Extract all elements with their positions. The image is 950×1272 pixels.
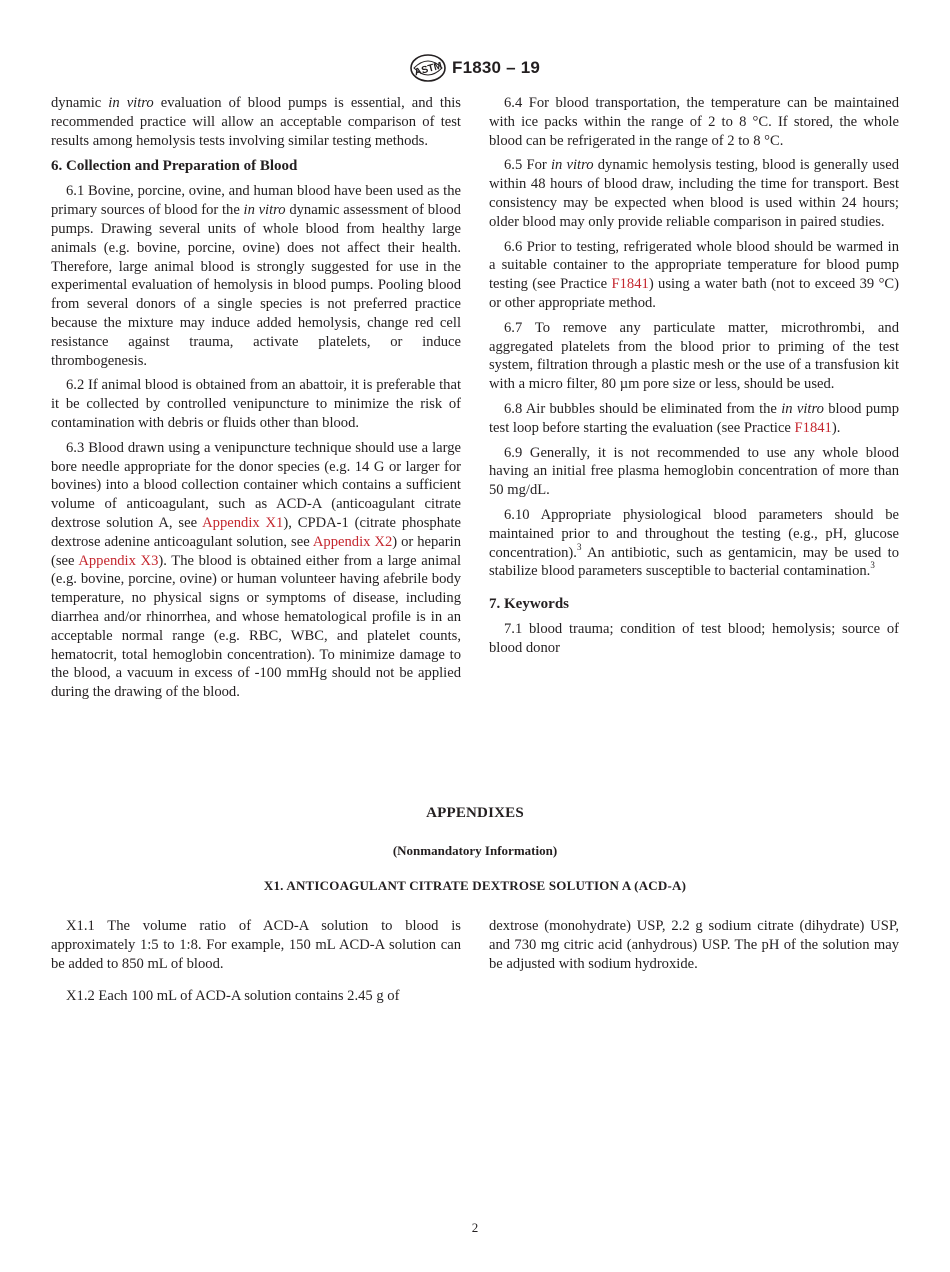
left-column <box>51 94 461 708</box>
paragraph-6-8: 6.8 Air bubbles should be eliminated from the in vitro blood pump test loop before starting the evaluation (see Practice F1841). <box>489 400 899 436</box>
footnote-ref: 3 <box>870 560 875 571</box>
practice-f1841-link-2[interactable]: F1841 <box>794 419 832 436</box>
section-6-heading: 6. Collection and Preparation of Blood <box>51 158 298 175</box>
astm-logo-icon <box>410 54 446 82</box>
page-header <box>0 53 950 83</box>
paragraph-6-5: 6.5 For in vitro dynamic hemolysis testing, blood is generally used within 48 hours of blood draw, including the time for transport. Best consistency may be expected when blood is used within 24 hours; older blood may only provide reliable comparison in paired studies. <box>489 157 900 230</box>
appendix-left-column <box>51 917 461 1020</box>
practice-f1841-link[interactable]: F1841 <box>611 276 649 293</box>
right-column <box>489 94 899 664</box>
paragraph-x1-1: X1.1 The volume ratio of ACD-A solution to blood is approximately 1:5 to 1:8. For example, 150 mL ACD-A solution can be added to 850 mL of blood. <box>51 918 461 972</box>
paragraph-6-1: 6.1 Bovine, porcine, ovine, and human blood have been used as the primary sources of blood for the in vitro dynamic assessment of blood pumps. Drawing several units of whole blood from healthy large animals (e.g. bovine, porcine, ovine) does not affect their health. Therefore, large animal blood is strongly suggested for use in the experimental evaluation of hemolysis in blood pumps. Pooling blood from several donors of a single species is not preferred practice because the mixture may induce added hemolysis, change red cell resistance against trauma, activate platelets, or induce thrombogenesis. <box>51 183 461 369</box>
paragraph-6-6: 6.6 Prior to testing, refrigerated whole blood should be warmed in a suitable container to the appropriate temperature for blood pump testing (see Practice F1841) using a water bath (not to exceed 39 °C) or other appropriate method. <box>489 238 900 311</box>
paragraph-7-1: 7.1 blood trauma; condition of test blood; hemolysis; source of blood donor <box>489 621 899 656</box>
paragraph-6-9: 6.9 Generally, it is not recommended to use any whole blood having an initial free plasma hemoglobin concentration of more than 50 mg/dL. <box>489 444 899 499</box>
intro-paragraph: dynamic in vitro evaluation of blood pumps is essential, and this recommended practice will allow an acceptable comparison of test results among hemolysis tests involving similar testing methods. <box>51 95 461 149</box>
section-7-heading: 7. Keywords <box>489 596 569 613</box>
paragraph-6-7: 6.7 To remove any particulate matter, microthrombi, and aggregated platelets from the blood prior to priming of the test system, filtration through a plastic mesh or the use of a transfusion kit with a micro filter, 80 µm pore size or less, should be used. <box>489 319 899 393</box>
document-code: F1830 – 19 <box>451 58 540 77</box>
appendix-x1-link[interactable]: Appendix X1 <box>202 514 284 531</box>
paragraph-x1-2-start: X1.2 Each 100 mL of ACD-A solution contains 2.45 g of <box>66 988 400 1005</box>
paragraph-x1-2-continued: dextrose (monohydrate) USP, 2.2 g sodium citrate (dihydrate) USP, and 730 mg citric acid (anhydrous) USP. The pH of the solution may be adjusted with sodium hydroxide. <box>489 918 899 972</box>
paragraph-6-3: 6.3 Blood drawn using a venipuncture technique should use a large bore needle appropriate for the donor species (e.g. 14 G or larger for bovines) into a blood collection container which contains a sufficient volume of anticoagulant, such as ACD-A (anticoagulant citrate dextrose solution A, see Appendix X1), CPDA-1 (citrate phosphate dextrose adenine anticoagulant solution, see Appendix X2) or heparin (see Appendix X3). The blood is obtained either from a large animal (e.g. bovine, porcine, ovine) or human volunteer having afebrile body temperature, no physical signs or symptoms of disease, including diarrhea and/or rhinorrhea, and whose hematological profile is in an acceptable normal range (e.g. RBC, WBC, and platelet counts, hematocrit, total hemoglobin concentration). To minimize damage to the blood, a vacuum in excess of -100 mmHg should not be applied during the drawing of the blood. <box>51 439 462 701</box>
appendix-right-column <box>489 917 899 979</box>
paragraph-6-10: 6.10 Appropriate physiological blood parameters should be maintained prior to and throughout the testing (e.g., pH, glucose concentration).$^3$ An antibiotic, such as gentamicin, may be used to stabilize blood parameters susceptible to bacterial contamination.$^3$ <box>489 506 899 580</box>
appendixes-title: APPENDIXES <box>426 805 524 821</box>
appendix-x2-link[interactable]: Appendix X2 <box>312 533 393 550</box>
page-number: 2 <box>471 1220 479 1235</box>
appendixes-subtitle: (Nonmandatory Information) <box>392 843 558 858</box>
footnote-ref: 3 <box>576 541 582 552</box>
paragraph-6-4: 6.4 For blood transportation, the temperature can be maintained with ice packs within the range of 2 to 8 °C. If stored, the whole blood can be refrigerated in the range of 2 to 8 °C. <box>489 95 899 149</box>
svg-text:ASTM: ASTM <box>413 60 444 79</box>
appendix-x1-title: X1. ANTICOAGULANT CITRATE DEXTROSE SOLUTION A (ACD-A) <box>263 878 687 893</box>
paragraph-6-2: 6.2 If animal blood is obtained from an abattoir, it is preferable that it be collected by controlled venipuncture to minimize the risk of contamination with debris or fluids other than blood. <box>51 377 461 431</box>
appendix-x3-link[interactable]: Appendix X3 <box>78 552 159 569</box>
